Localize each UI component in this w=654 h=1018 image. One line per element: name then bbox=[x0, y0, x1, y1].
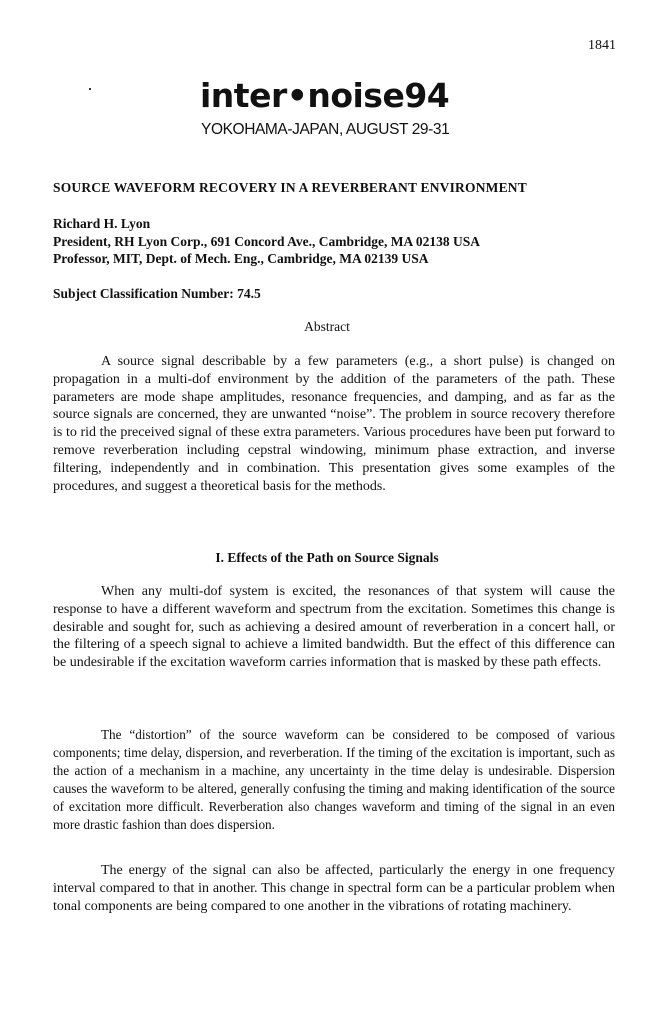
section-heading: I. Effects of the Path on Source Signals bbox=[215, 550, 439, 565]
author-name: Richard H. Lyon bbox=[53, 216, 151, 231]
author-block bbox=[53, 215, 480, 268]
subject-classification: Subject Classification Number: 74.5 bbox=[53, 286, 261, 301]
conference-location-date: YOKOHAMA-JAPAN, AUGUST 29-31 bbox=[201, 121, 450, 138]
body-paragraph: When any multi-dof system is excited, the resonances of that system will cause the response to have a different waveform and spectrum from the excitation. Sometimes this change is desirable and sought for, such as achieving a desired amount of reverberation in a concert hall, or the filtering of a speech signal to achieve a limited bandwidth. But the effect of this difference can be undesirable if the excitation waveform carries information that is masked by these path effects. bbox=[53, 584, 615, 671]
paper-title: SOURCE WAVEFORM RECOVERY IN A REVERBERANT ENVIRONMENT bbox=[53, 180, 527, 195]
abstract-heading: Abstract bbox=[304, 319, 350, 334]
page-number: 1841 bbox=[588, 38, 616, 53]
body-paragraph: The “distortion” of the source waveform can be considered to be composed of various components; time delay, dispersion, and reverberation. If the timing of the excitation is important, such as the action of a mechanism in a machine, any uncertainty in the time delay is undesirable. Dispersion causes the waveform to be altered, generally confusing the timing and making identification of the source of excitation more difficult. Reverberation also changes waveform and timing of the signal in an even more drastic fashion than does dispersion. bbox=[53, 727, 615, 832]
speck bbox=[89, 88, 91, 90]
author-affiliation-1: President, RH Lyon Corp., 691 Concord Ave., Cambridge, MA 02138 USA bbox=[53, 233, 481, 249]
author-affiliation-2: Professor, MIT, Dept. of Mech. Eng., Cambridge, MA 02139 USA bbox=[53, 251, 429, 266]
body-paragraph: The energy of the signal can also be affected, particularly the energy in one frequency interval compared to that in another. This change in spectral form can be a particular problem when tonal components are being compared to one another in the vibrations of rotating machinery. bbox=[53, 863, 615, 914]
conference-logo: inter•noise94 bbox=[200, 76, 450, 115]
abstract-paragraph: A source signal describable by a few parameters (e.g., a short pulse) is changed on propagation in a multi-dof environment by the addition of the parameters of the path. These parameters are mode shape amplitudes, resonance frequencies, and damping, and as far as the source signals are concerned, they are unwanted “noise”. The problem in source recovery therefore is to rid the preceived signal of these extra parameters. Various procedures have been put forward to remove reverberation including cepstral windowing, minimum phase extraction, and inverse filtering, independently and in combination. This presentation gives some examples of the procedures, and suggest a theoretical basis for the methods. bbox=[53, 354, 615, 494]
